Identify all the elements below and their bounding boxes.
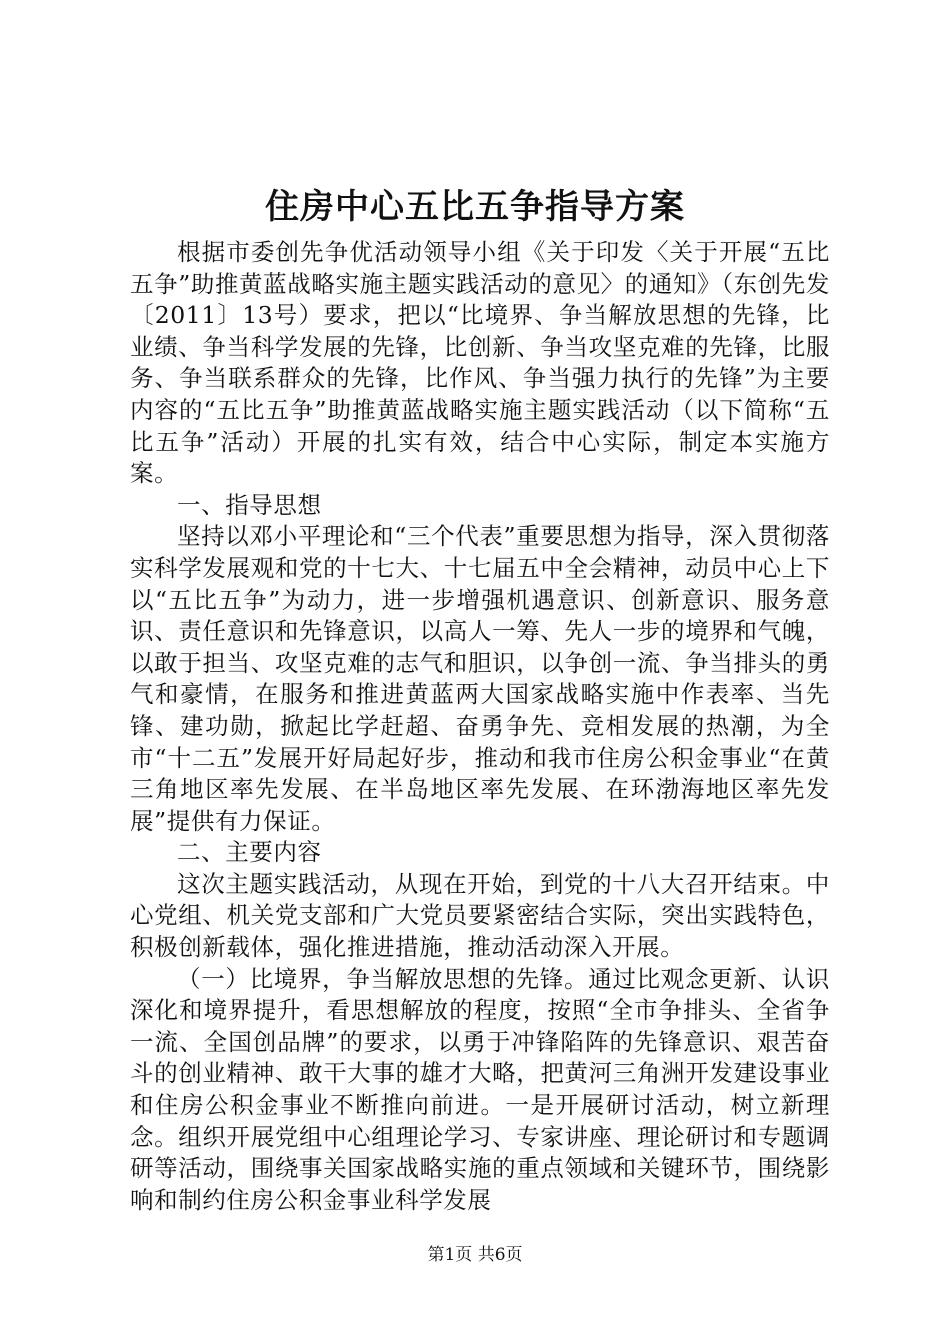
paragraph-main-content: 这次主题实践活动，从现在开始，到党的十八大召开结束。中心党组、机关党支部和广大党员要紧密结合实际，突出实践特色，积极创新载体，强化推进措施，推动活动深入开展。 bbox=[130, 869, 830, 962]
heading-main-content: 二、主要内容 bbox=[177, 838, 322, 867]
paragraph-intro: 根据市委创先争优活动领导小组《关于印发〈关于开展“五比五争”助推黄蓝战略实施主题实践活动的意见〉的通知》（东创先发〔2011〕13号）要求，把以“比境界、争当解放思想的先锋，比业绩、争当科学发展的先锋，比创新、争当攻坚克难的先锋，比服务、争当联系群众的先锋，比作风、争当强力执行的先锋”为主要内容的“五比五争”助推黄蓝战略实施主题实践活动（以下简称“五比五争”活动）开展的扎实有效，结合中心实际，制定本实施方案。 bbox=[130, 238, 830, 488]
page-footer: 第1页 共6页 bbox=[427, 1245, 523, 1265]
heading-guiding-ideology: 一、指导思想 bbox=[177, 490, 322, 519]
document-body bbox=[130, 237, 830, 1216]
document-title: 住房中心五比五争指导方案 bbox=[265, 187, 685, 227]
paragraph-section-one: （一）比境界，争当解放思想的先锋。通过比观念更新、认识深化和境界提升，看思想解放的程度，按照“全市争排头、全省争一流、全国创品牌”的要求，以勇于冲锋陷阵的先锋意识、艰苦奋斗的创业精神、敢干大事的雄才大略，把黄河三角洲开发建设事业和住房公积金事业不断推向前进。一是开展研讨活动，树立新理念。组织开展党组中心组理论学习、专家讲座、理论研讨和专题调研等活动，围绕事关国家战略实施的重点领域和关键环节，围绕影响和制约住房公积金事业科学发展 bbox=[130, 964, 830, 1214]
paragraph-guiding-ideology: 坚持以邓小平理论和“三个代表”重要思想为指导，深入贯彻落实科学发展观和党的十七大、十七届五中全会精神，动员中心上下以“五比五争”为动力，进一步增强机遇意识、创新意识、服务意识、责任意识和先锋意识，以高人一筹、先人一步的境界和气魄，以敢于担当、攻坚克难的志气和胆识，以争创一流、争当排头的勇气和豪情，在服务和推进黄蓝两大国家战略实施中作表率、当先锋、建功勋，掀起比学赶超、奋勇争先、竞相发展的热潮，为全市“十二五”发展开好局起好步，推动和我市住房公积金事业“在黄三角地区率先发展、在半岛地区率先发展、在环渤海地区率先发展”提供有力保证。 bbox=[130, 522, 830, 835]
